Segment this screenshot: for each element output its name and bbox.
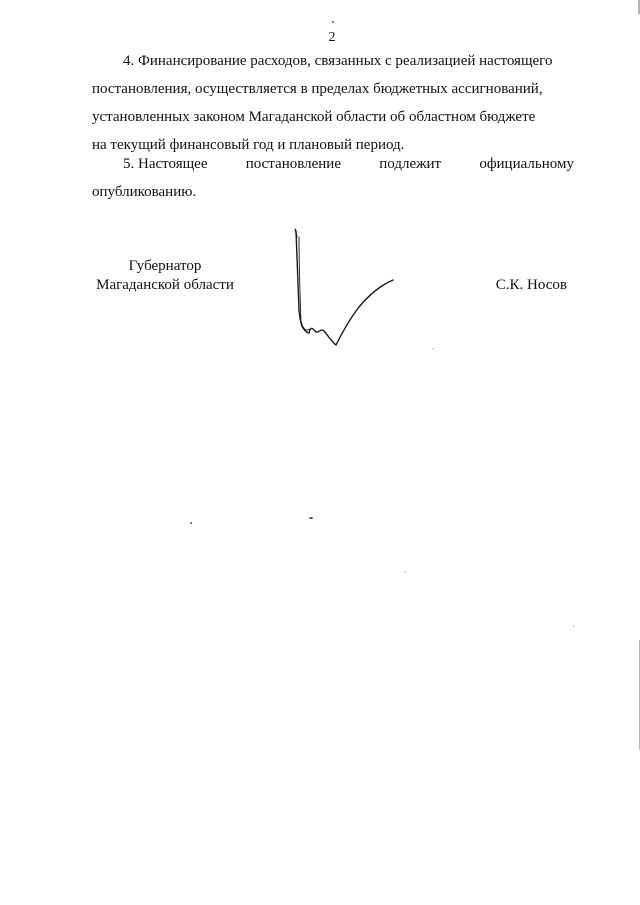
signatory-title [90,257,240,295]
scan-speck [332,21,334,23]
paragraph-4 [92,47,574,159]
page-number: 2 [328,30,336,45]
word: 5. Настоящее [123,156,208,172]
word: официальному [479,156,574,172]
signatory-title-line: Магаданской области [96,277,234,293]
scan-speck [573,626,574,627]
paragraph-line: установленных законом Магаданской области об областном бюджете [92,109,536,125]
scan-speck [309,517,313,519]
handwritten-signature [283,225,403,355]
signatory-name: С.К. Носов [495,277,567,293]
signatory-title-line: Губернатор [128,258,202,274]
paragraph-line: 4. Финансирование расходов, связанных с реализацией настоящего [123,53,553,69]
paragraph-line: на текущий финансовый год и плановый период. [92,137,405,153]
word: постановление [245,156,341,172]
word: подлежит [379,156,442,172]
scan-speck [433,348,434,349]
paragraph-line [92,150,574,178]
paragraph-5 [92,150,574,206]
paragraph-line: опубликованию. [92,184,197,200]
paragraph-line: постановления, осуществляется в пределах бюджетных ассигнований, [92,81,543,97]
scan-speck [190,522,192,524]
scan-speck [405,571,406,572]
